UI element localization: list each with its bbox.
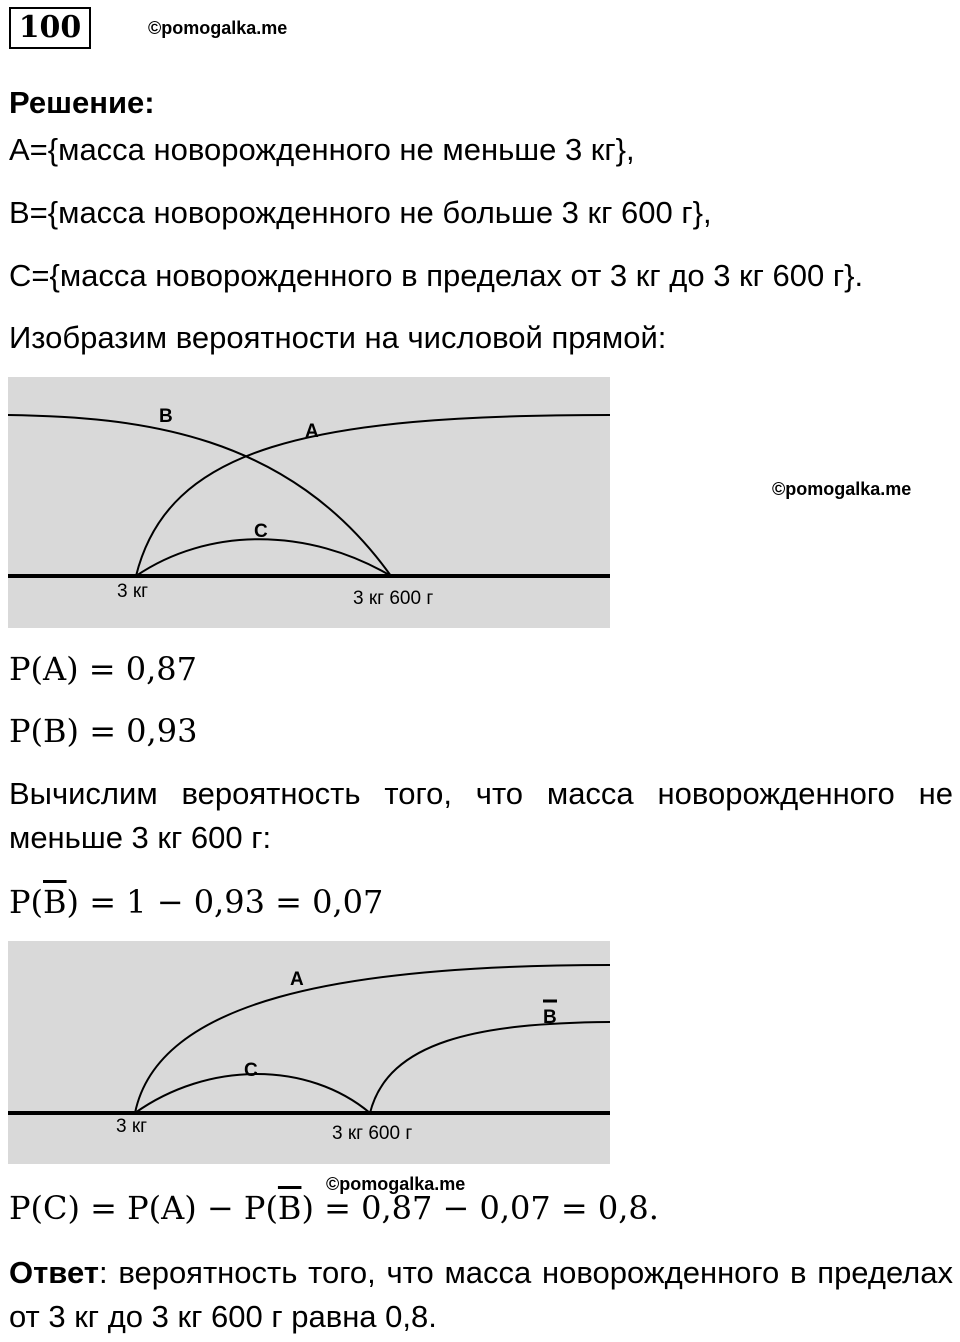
p-b-line: P(B) = 0,93 xyxy=(9,712,198,750)
answer-paragraph xyxy=(9,1251,953,1339)
watermark-middle: ©pomogalka.me xyxy=(772,479,912,499)
label-c: C xyxy=(254,521,268,542)
intro-line: Изобразим вероятности на числовой прямой: xyxy=(9,320,667,355)
tick-3kg600g: 3 кг 600 г xyxy=(353,588,434,609)
arc-b xyxy=(8,415,391,576)
diagram-1-svg xyxy=(8,377,610,628)
task-number: 100 xyxy=(9,7,91,49)
event-c: C={масса новорожденного в пределах от 3 кг до 3 кг 600 г}. xyxy=(9,258,864,293)
p-not-b-rest: ) = 1 − 0,93 = 0,07 xyxy=(66,883,384,921)
event-b: B={масса новорожденного не больше 3 кг 600 г}, xyxy=(9,195,712,230)
p-c-part1: P(C) = P(A) − P( xyxy=(9,1189,278,1227)
tick-3kg600g: 3 кг 600 г xyxy=(332,1123,413,1144)
number-line-diagram-1 xyxy=(8,377,610,628)
label-a: A xyxy=(290,969,304,990)
label-not-b: B xyxy=(543,1007,557,1028)
diagram-2-svg xyxy=(8,941,610,1164)
watermark-bottom: ©pomogalka.me xyxy=(326,1174,466,1194)
arc-c xyxy=(136,539,391,576)
label-a: A xyxy=(305,421,319,442)
label-c: C xyxy=(244,1060,258,1081)
p-a-line: P(A) = 0,87 xyxy=(9,650,198,688)
event-a: A={масса новорожденного не меньше 3 кг}, xyxy=(9,132,635,167)
solution-heading: Решение: xyxy=(9,85,155,120)
answer-label: Ответ xyxy=(9,1255,99,1290)
answer-text: : вероятность того, что масса новорожденного в пределах от 3 кг до 3 кг 600 г равна 0,8. xyxy=(9,1255,953,1334)
label-b: B xyxy=(159,406,173,427)
p-not-b-var: $\overline{B}$ xyxy=(43,883,67,921)
p-not-b-open: P( xyxy=(9,883,44,921)
compute-text: Вычислим вероятность того, что масса новорожденного не меньше 3 кг 600 г: xyxy=(9,776,953,855)
tick-3kg: 3 кг xyxy=(116,1116,148,1137)
tick-3kg: 3 кг xyxy=(117,581,149,602)
arc-not-b xyxy=(370,1022,610,1113)
number-line-diagram-2 xyxy=(8,941,610,1164)
arc-a xyxy=(135,965,610,1113)
watermark-top: ©pomogalka.me xyxy=(148,18,288,38)
p-c-var: $\overline{B}$ xyxy=(277,1189,302,1227)
p-not-b-line xyxy=(9,882,383,922)
p-c-part2: ) = 0,87 − 0,07 = 0,8. xyxy=(301,1189,659,1227)
